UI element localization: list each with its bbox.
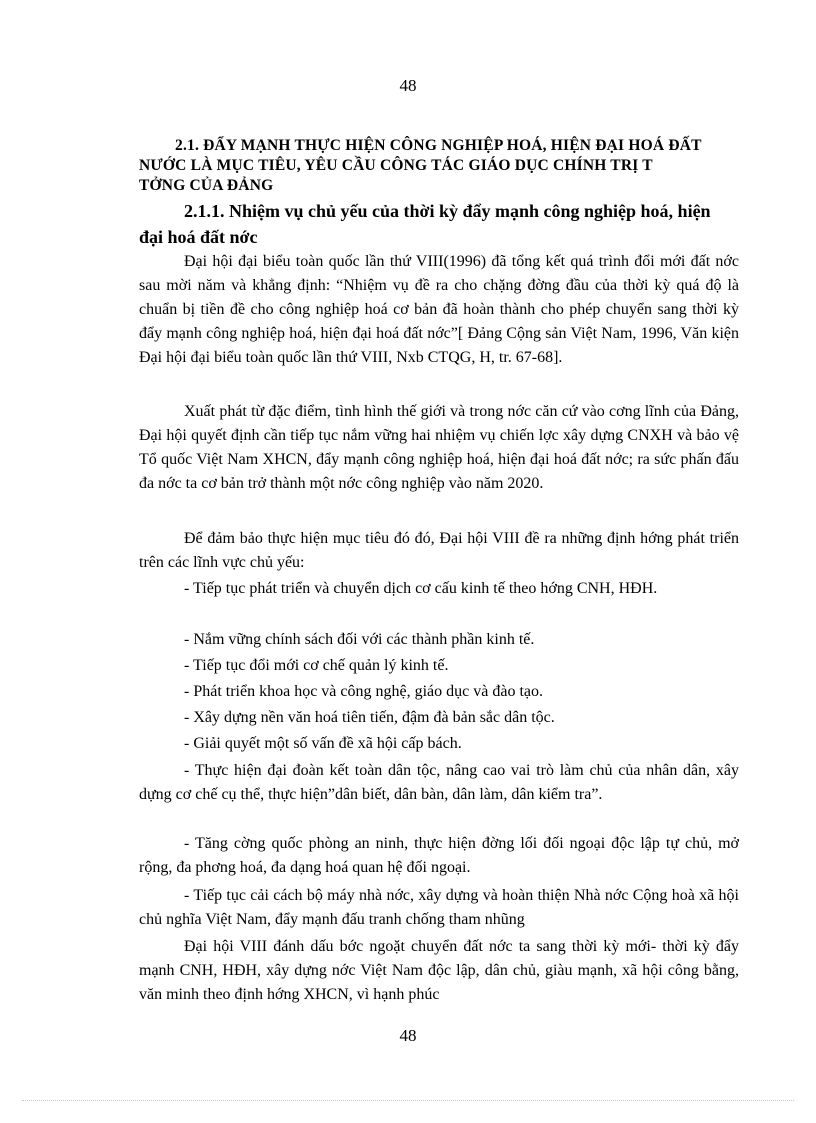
closing-paragraph: Đại hội VIII đánh dấu bớc ngoặt chuyển đất nớc ta sang thời kỳ mới- thời kỳ đẩy mạnh CNH, HĐH, xây dựng nớc Việt Nam độc lập, dân chủ, giàu mạnh, xã hội công bằng, văn minh theo định hớng XHCN, vì hạnh phúc (139, 938, 739, 1003)
subsection-heading: 2.1.1. Nhiệm vụ chủ yếu của thời kỳ đẩy mạnh công nghiệp hoá, hiện đại hoá đất nớc (139, 201, 711, 247)
list-item: - Giải quyết một số vấn đề xã hội cấp bách. (184, 735, 462, 752)
heading-line-3: TỞNG CỦA ĐẢNG (139, 177, 274, 194)
list-item: - Tiếp tục đổi mới cơ chế quản lý kinh tế. (184, 657, 449, 674)
section-heading (139, 136, 739, 196)
list-item: - Xây dựng nền văn hoá tiên tiến, đậm đà bản sắc dân tộc. (184, 709, 555, 726)
list-item: - Tiếp tục phát triển và chuyển dịch cơ cấu kinh tế theo hớng CNH, HĐH. (184, 580, 658, 597)
paragraph-1: Đại hội đại biểu toàn quốc lần thứ VIII(1996) đã tổng kết quá trình đổi mới đất nớc sau mời năm và khẳng định: “Nhiệm vụ đề ra cho chặng đờng đầu của thời kỳ quá độ là chuẩn bị tiền đề cho công nghiệp hoá cơ bản đã hoàn thành cho phép chuyển sang thời kỳ đẩy mạnh công nghiệp hoá, hiện đại hoá đất nớc”[ Đảng Cộng sản Việt Nam, 1996, Văn kiện Đại hội đại biểu toàn quốc lần thứ VIII, Nxb CTQG, H, tr. 67-68]. (139, 253, 739, 366)
list-item: - Nắm vững chính sách đối với các thành phần kinh tế. (184, 631, 535, 648)
list-item: - Thực hiện đại đoàn kết toàn dân tộc, nâng cao vai trò làm chủ của nhân dân, xây dựng cơ chế cụ thể, thực hiện”dân biết, dân bàn, dân làm, dân kiểm tra”. (139, 762, 739, 803)
page-bottom-divider (22, 1100, 794, 1101)
page-number-top: 48 (399, 76, 417, 95)
heading-line-2: NƯỚC LÀ MỤC TIÊU, YÊU CẦU CÔNG TÁC GIÁO DỤC CHÍNH TRỊ T (139, 157, 653, 174)
heading-line-1: 2.1. ĐẨY MẠNH THỰC HIỆN CÔNG NGHIỆP HOÁ, HIỆN ĐẠI HOÁ ĐẤT (175, 137, 702, 154)
paragraph-2: Xuất phát từ đặc điểm, tình hình thế giới và trong nớc căn cứ vào cơng lĩnh của Đảng, Đại hội quyết định cần tiếp tục nắm vững hai nhiệm vụ chiến lợc xây dựng CNXH và bảo vệ Tổ quốc Việt Nam XHCN, đẩy mạnh công nghiệp hoá, hiện đại hoá đất nớc; ra sức phấn đấu đa nớc ta cơ bản trở thành một nớc công nghiệp vào năm 2020. (139, 403, 739, 492)
list-item: - Tiếp tục cải cách bộ máy nhà nớc, xây dựng và hoàn thiện Nhà nớc Cộng hoà xã hội chủ nghĩa Việt Nam, đẩy mạnh đấu tranh chống tham nhũng (139, 887, 739, 928)
paragraph-3: Để đảm bảo thực hiện mục tiêu đó đó, Đại hội VIII đề ra những định hớng phát triển trên các lĩnh vực chủ yếu: (139, 530, 739, 571)
page-number-bottom: 48 (399, 1026, 417, 1045)
list-item: - Tăng cờng quốc phòng an ninh, thực hiện đờng lối đối ngoại độc lập tự chủ, mở rộng, đa phơng hoá, đa dạng hoá quan hệ đối ngoại. (139, 835, 739, 876)
list-item: - Phát triển khoa học và công nghệ, giáo dục và đào tạo. (184, 683, 543, 700)
